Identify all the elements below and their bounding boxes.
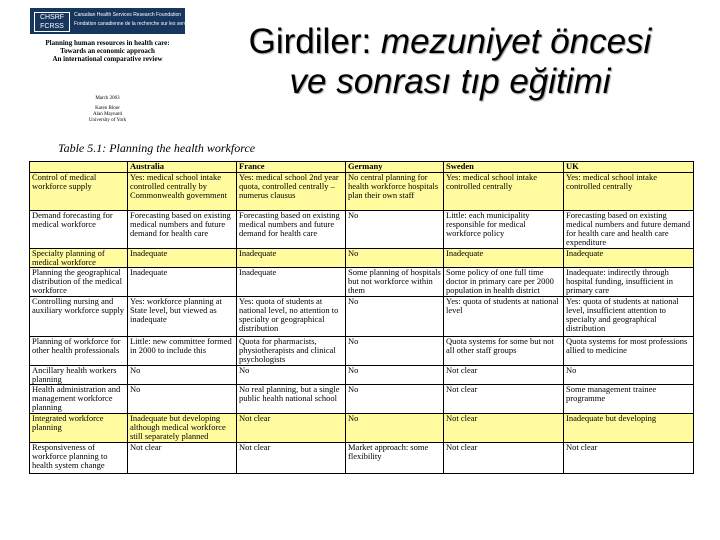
row-label: Controlling nursing and auxiliary workforce supply bbox=[30, 297, 128, 337]
report-title: Planning human resources in health care: Towards an economic approach An international comparative review bbox=[45, 39, 170, 63]
cell-sweden: Some policy of one full time doctor in primary care per 2000 population in health district bbox=[444, 268, 564, 297]
table-row bbox=[30, 385, 694, 414]
row-label: Planning the geographical distribution of the medical workforce bbox=[30, 268, 128, 297]
report-author: Alan Maynard bbox=[92, 112, 123, 117]
cell-sweden: Not clear bbox=[444, 443, 564, 474]
cell-france: Not clear bbox=[237, 414, 346, 443]
cell-germany: No bbox=[346, 337, 444, 366]
cell-australia: Inadequate bbox=[128, 249, 237, 268]
table-row bbox=[30, 297, 694, 337]
cell-uk: Inadequate: indirectly through hospital funding, insufficient in primary care bbox=[564, 268, 694, 297]
row-label: Control of medical workforce supply bbox=[30, 173, 128, 211]
header-uk: UK bbox=[564, 162, 694, 173]
report-author: Karen Bloor bbox=[95, 106, 120, 111]
cell-germany: No bbox=[346, 211, 444, 249]
cell-france: No bbox=[237, 366, 346, 385]
row-label: Integrated workforce planning bbox=[30, 414, 128, 443]
cell-australia: Little: new committee formed in 2000 to include this bbox=[128, 337, 237, 366]
cell-uk: Inadequate bbox=[564, 249, 694, 268]
cell-germany: Market approach: some flexibility bbox=[346, 443, 444, 474]
cell-france: Inadequate bbox=[237, 249, 346, 268]
cell-australia: Yes: workforce planning at State level, but viewed as inadequate bbox=[128, 297, 237, 337]
cell-france: Yes: medical school 2nd year quota, controlled centrally – numerus clausus bbox=[237, 173, 346, 211]
cell-germany: No central planning for health workforce hospitals plan their own staff bbox=[346, 173, 444, 211]
cell-uk: Some management trainee programme bbox=[564, 385, 694, 414]
cell-uk: Not clear bbox=[564, 443, 694, 474]
cell-sweden: Not clear bbox=[444, 385, 564, 414]
table-row bbox=[30, 249, 694, 268]
row-label: Specialty planning of medical workforce bbox=[30, 249, 128, 268]
title-line-2: ve sonrası tıp eğitimi bbox=[289, 62, 611, 101]
cell-uk: Quota systems for most professions allied to medicine bbox=[564, 337, 694, 366]
cell-uk: No bbox=[564, 366, 694, 385]
title-part-1: Girdiler: bbox=[248, 22, 372, 61]
cell-germany: No bbox=[346, 297, 444, 337]
cell-australia: Inadequate bbox=[128, 268, 237, 297]
row-label: Demand forecasting for medical workforce bbox=[30, 211, 128, 249]
cell-france: Forecasting based on existing medical numbers and future demand for health care bbox=[237, 211, 346, 249]
cell-germany: No bbox=[346, 385, 444, 414]
cell-france: Not clear bbox=[237, 443, 346, 474]
report-affiliation: University of York bbox=[88, 118, 127, 123]
cell-france: Inadequate bbox=[237, 268, 346, 297]
header-blank bbox=[30, 162, 128, 173]
organization-name-french: Fondation canadienne de la recherche sur les services de santé bbox=[74, 21, 216, 27]
cell-germany: No bbox=[346, 414, 444, 443]
header-france: France bbox=[237, 162, 346, 173]
cell-sweden: Not clear bbox=[444, 366, 564, 385]
cell-australia: No bbox=[128, 366, 237, 385]
cell-france: Yes: quota of students at national level, no attention to specialty or geographical distribution bbox=[237, 297, 346, 337]
table-header-row bbox=[30, 162, 694, 173]
row-label: Ancillary health workers planning bbox=[30, 366, 128, 385]
table-row bbox=[30, 173, 694, 211]
cell-sweden: Inadequate bbox=[444, 249, 564, 268]
table-row bbox=[30, 337, 694, 366]
cell-uk: Yes: medical school intake controlled centrally bbox=[564, 173, 694, 211]
cell-australia: Inadequate but developing although medical workforce still separately planned bbox=[128, 414, 237, 443]
foundation-logo bbox=[30, 8, 216, 34]
header-sweden: Sweden bbox=[444, 162, 564, 173]
title-part-2: mezuniyet öncesi bbox=[380, 22, 652, 61]
cell-germany: Some planning of hospitals but not workforce within them bbox=[346, 268, 444, 297]
cell-sweden: Little: each municipality responsible for medical workforce policy bbox=[444, 211, 564, 249]
cell-australia: Yes: medical school intake controlled centrally by Commonwealth government bbox=[128, 173, 237, 211]
report-cover-thumbnail bbox=[30, 8, 216, 128]
table-row bbox=[30, 366, 694, 385]
report-meta bbox=[30, 96, 185, 124]
cell-sweden: Not clear bbox=[444, 414, 564, 443]
table-row bbox=[30, 268, 694, 297]
cell-australia: No bbox=[128, 385, 237, 414]
cell-sweden: Quota systems for some but not all other staff groups bbox=[444, 337, 564, 366]
workforce-planning-table bbox=[29, 161, 694, 474]
row-label: Responsiveness of workforce planning to health system change bbox=[30, 443, 128, 474]
cell-germany: No bbox=[346, 249, 444, 268]
cell-uk: Forecasting based on existing medical numbers and future demand for health care and health care expenditure bbox=[564, 211, 694, 249]
table-caption: Table 5.1: Planning the health workforce bbox=[58, 141, 256, 155]
logo-mark: CHSRF FCRSS bbox=[34, 12, 70, 32]
table-row bbox=[30, 414, 694, 443]
cell-france: Quota for pharmacists, physiotherapists and clinical psychologists bbox=[237, 337, 346, 366]
cell-sweden: Yes: quota of students at national level bbox=[444, 297, 564, 337]
table-row bbox=[30, 211, 694, 249]
header-australia: Australia bbox=[128, 162, 237, 173]
cell-uk: Yes: quota of students at national level, insufficient attention to specialty and geographical distribution bbox=[564, 297, 694, 337]
row-label: Health administration and management workforce planning bbox=[30, 385, 128, 414]
cell-australia: Not clear bbox=[128, 443, 237, 474]
organization-name: Canadian Health Services Research Foundation bbox=[74, 12, 182, 18]
cell-uk: Inadequate but developing bbox=[564, 414, 694, 443]
cell-france: No real planning, but a single public health national school bbox=[237, 385, 346, 414]
table-row bbox=[30, 443, 694, 474]
header-germany: Germany bbox=[346, 162, 444, 173]
cell-germany: No bbox=[346, 366, 444, 385]
slide-title bbox=[195, 22, 705, 102]
row-label: Planning of workforce for other health professionals bbox=[30, 337, 128, 366]
report-date: March 2003 bbox=[95, 96, 120, 101]
cell-sweden: Yes: medical school intake controlled centrally bbox=[444, 173, 564, 211]
cell-australia: Forecasting based on existing medical numbers and future demand for health care bbox=[128, 211, 237, 249]
